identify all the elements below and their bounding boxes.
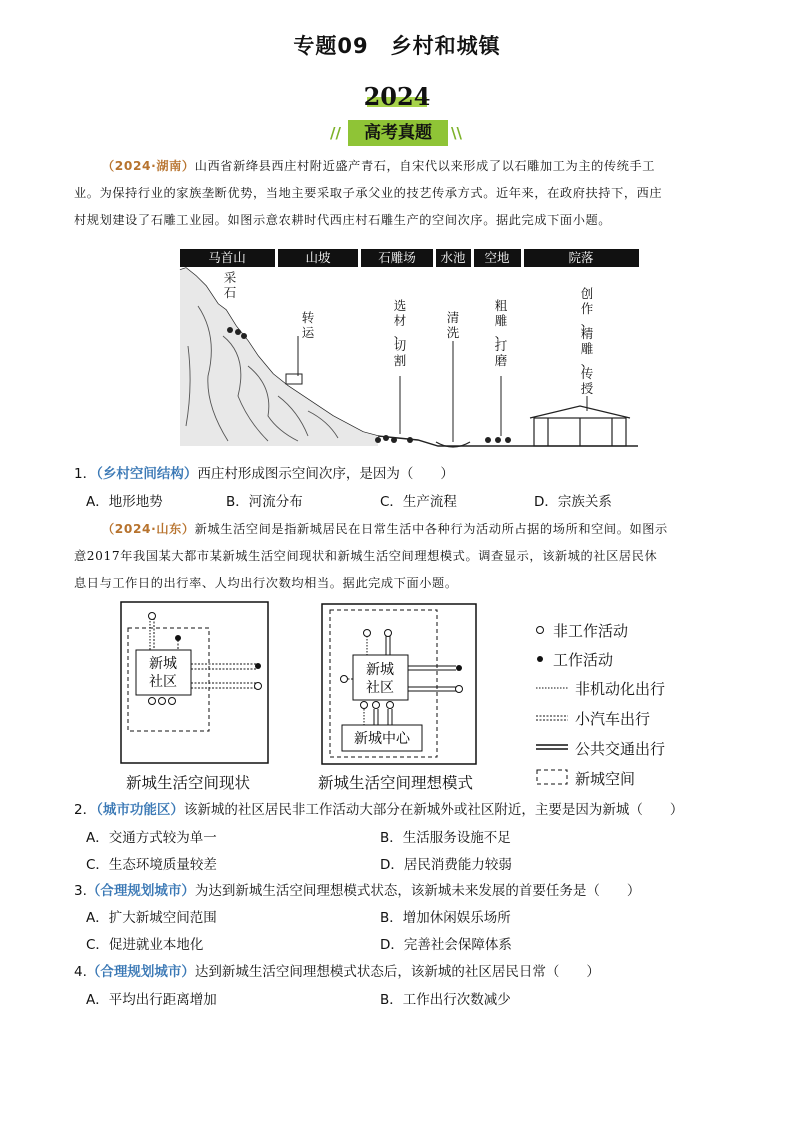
caption-ideal: 新城生活空间理想模式 xyxy=(318,774,474,792)
segment-mashoushan: 马首山 xyxy=(208,250,246,265)
legend-non-motorized: 非机动化出行 xyxy=(575,680,666,698)
stone-carving-space-figure xyxy=(178,246,642,452)
q1-option-a[interactable]: A．地形地势 xyxy=(86,494,163,510)
label-create-teach: 创 xyxy=(580,286,594,301)
q1-option-c[interactable]: C．生产流程 xyxy=(380,494,457,510)
source-tag: （2024·山东） xyxy=(102,522,195,536)
svg-text:精: 精 xyxy=(580,326,594,341)
q1-option-d[interactable]: D．宗族关系 xyxy=(534,494,612,510)
svg-text:雕: 雕 xyxy=(580,341,594,356)
label-quarrying: 采 xyxy=(223,270,237,285)
label-rough-carve: 粗 xyxy=(494,298,508,313)
section-banner xyxy=(330,120,466,146)
question-text: 为达到新城生活空间理想模式状态，该新城未来发展的首要任务是（ ） xyxy=(194,883,641,899)
question-4 xyxy=(74,962,600,982)
q1-option-b[interactable]: B．河流分布 xyxy=(226,494,303,510)
svg-text:、: 、 xyxy=(393,326,407,341)
svg-text:作: 作 xyxy=(580,301,594,316)
legend-symbols xyxy=(530,618,570,788)
new-city-center-label: 新城中心 xyxy=(354,731,410,747)
svg-text:石: 石 xyxy=(223,285,237,300)
svg-text:洗: 洗 xyxy=(446,325,460,340)
label-transport: 转 xyxy=(301,310,315,325)
svg-text:材: 材 xyxy=(393,313,407,328)
legend-work: 工作活动 xyxy=(553,651,614,669)
community-label-1: 新城 xyxy=(149,656,177,672)
slash-decoration-right: \\ xyxy=(451,124,462,142)
question-number: 1． xyxy=(74,466,97,482)
work-activity-symbol xyxy=(537,656,543,662)
q2-option-a[interactable]: A．交通方式较为单一 xyxy=(86,830,217,846)
svg-text:授: 授 xyxy=(580,381,594,396)
svg-text:、: 、 xyxy=(580,314,594,329)
passage-1-line-3: 村规划建设了石雕工业园。如图示意农耕时代西庄村石雕生产的空间次序。据此完成下面小题。 xyxy=(74,213,612,227)
legend-public-transit: 公共交通出行 xyxy=(575,740,666,758)
question-number: 2． xyxy=(74,802,97,818)
segment-courtyard: 院落 xyxy=(568,250,594,265)
topic-tag: （合理规划城市） xyxy=(86,883,195,899)
passage-1-line-1 xyxy=(102,153,722,180)
legend-non-work: 非工作活动 xyxy=(553,622,629,640)
svg-text:割: 割 xyxy=(393,353,407,368)
segment-hillside: 山坡 xyxy=(305,250,331,265)
year-heading: 2024 xyxy=(363,82,431,111)
slash-decoration-left: // xyxy=(330,124,341,142)
legend-car: 小汽车出行 xyxy=(575,710,651,728)
question-number: 4. xyxy=(74,964,87,980)
ideal-space-diagram xyxy=(320,602,478,766)
svg-text:雕: 雕 xyxy=(494,313,508,328)
q3-option-b[interactable]: B．增加休闲娱乐场所 xyxy=(380,910,511,926)
label-wash: 清 xyxy=(446,310,460,325)
question-3 xyxy=(74,881,640,901)
question-number: 3. xyxy=(74,883,87,899)
q3-option-c[interactable]: C．促进就业本地化 xyxy=(86,937,204,953)
svg-text:、: 、 xyxy=(580,354,594,369)
community-label-1: 新城 xyxy=(366,662,394,678)
banner-label: 高考真题 xyxy=(348,120,448,146)
question-2 xyxy=(74,800,683,820)
segment-open-space: 空地 xyxy=(484,250,510,265)
topic-tag: （乡村空间结构） xyxy=(96,466,198,482)
question-text: 西庄村形成图示空间次序，是因为（ ） xyxy=(197,466,454,482)
q2-option-c[interactable]: C．生态环境质量较差 xyxy=(86,857,217,873)
current-space-diagram xyxy=(119,600,271,766)
passage-2-line-3: 息日与工作日的出行率、人均出行次数均相当。据此完成下面小题。 xyxy=(74,576,458,590)
topic-tag: （合理规划城市） xyxy=(86,964,195,980)
community-label-2: 社区 xyxy=(366,680,394,696)
label-select-cut: 选 xyxy=(393,298,407,313)
svg-text:运: 运 xyxy=(301,325,315,340)
legend-new-city-space: 新城空间 xyxy=(575,770,636,788)
caption-current: 新城生活空间现状 xyxy=(126,774,251,792)
q3-option-a[interactable]: A．扩大新城空间范围 xyxy=(86,910,217,926)
passage-text: 山西省新绛县西庄村附近盛产青石，自宋代以来形成了以石雕加工为主的传统手工 xyxy=(194,159,656,173)
non-work-activity-symbol xyxy=(537,627,544,634)
svg-text:切: 切 xyxy=(393,338,407,353)
passage-2-line-1 xyxy=(102,516,668,543)
q4-option-a[interactable]: A．平均出行距离增加 xyxy=(86,992,217,1008)
svg-text:打: 打 xyxy=(494,338,508,353)
q3-option-d[interactable]: D．完善社会保障体系 xyxy=(380,937,512,953)
question-text: 达到新城生活空间理想模式状态后，该新城的社区居民日常（ ） xyxy=(194,964,600,980)
q4-option-b[interactable]: B．工作出行次数减少 xyxy=(380,992,511,1008)
q2-option-d[interactable]: D．居民消费能力较弱 xyxy=(380,857,512,873)
page-title: 专题09 乡村和城镇 xyxy=(293,34,501,58)
svg-text:磨: 磨 xyxy=(494,353,508,368)
svg-text:、: 、 xyxy=(494,326,508,341)
passage-text: 新城生活空间是指新城居民在日常生活中各种行为活动所占据的场所和空间。如图示 xyxy=(194,522,668,536)
passage-2-line-2: 意2017年我国某大都市某新城生活空间现状和新城生活空间理想模式。调查显示，该新城的社区居民休 xyxy=(74,549,658,563)
community-label-2: 社区 xyxy=(149,674,177,690)
passage-1-line-2: 业。为保持行业的家族垄断优势，当地主要采取子承父业的技艺传承方式。近年来，在政府扶持下，西庄 xyxy=(74,186,663,200)
q2-option-b[interactable]: B．生活服务设施不足 xyxy=(380,830,511,846)
source-tag: （2024·湖南） xyxy=(102,159,195,173)
question-text: 该新城的社区居民非工作活动大部分在新城外或社区附近，主要是因为新城（ ） xyxy=(183,802,684,818)
topic-tag: （城市功能区） xyxy=(96,802,184,818)
segment-carving-yard: 石雕场 xyxy=(378,250,416,265)
svg-text:传: 传 xyxy=(580,366,594,381)
segment-pond: 水池 xyxy=(440,250,466,265)
question-1 xyxy=(74,464,454,484)
